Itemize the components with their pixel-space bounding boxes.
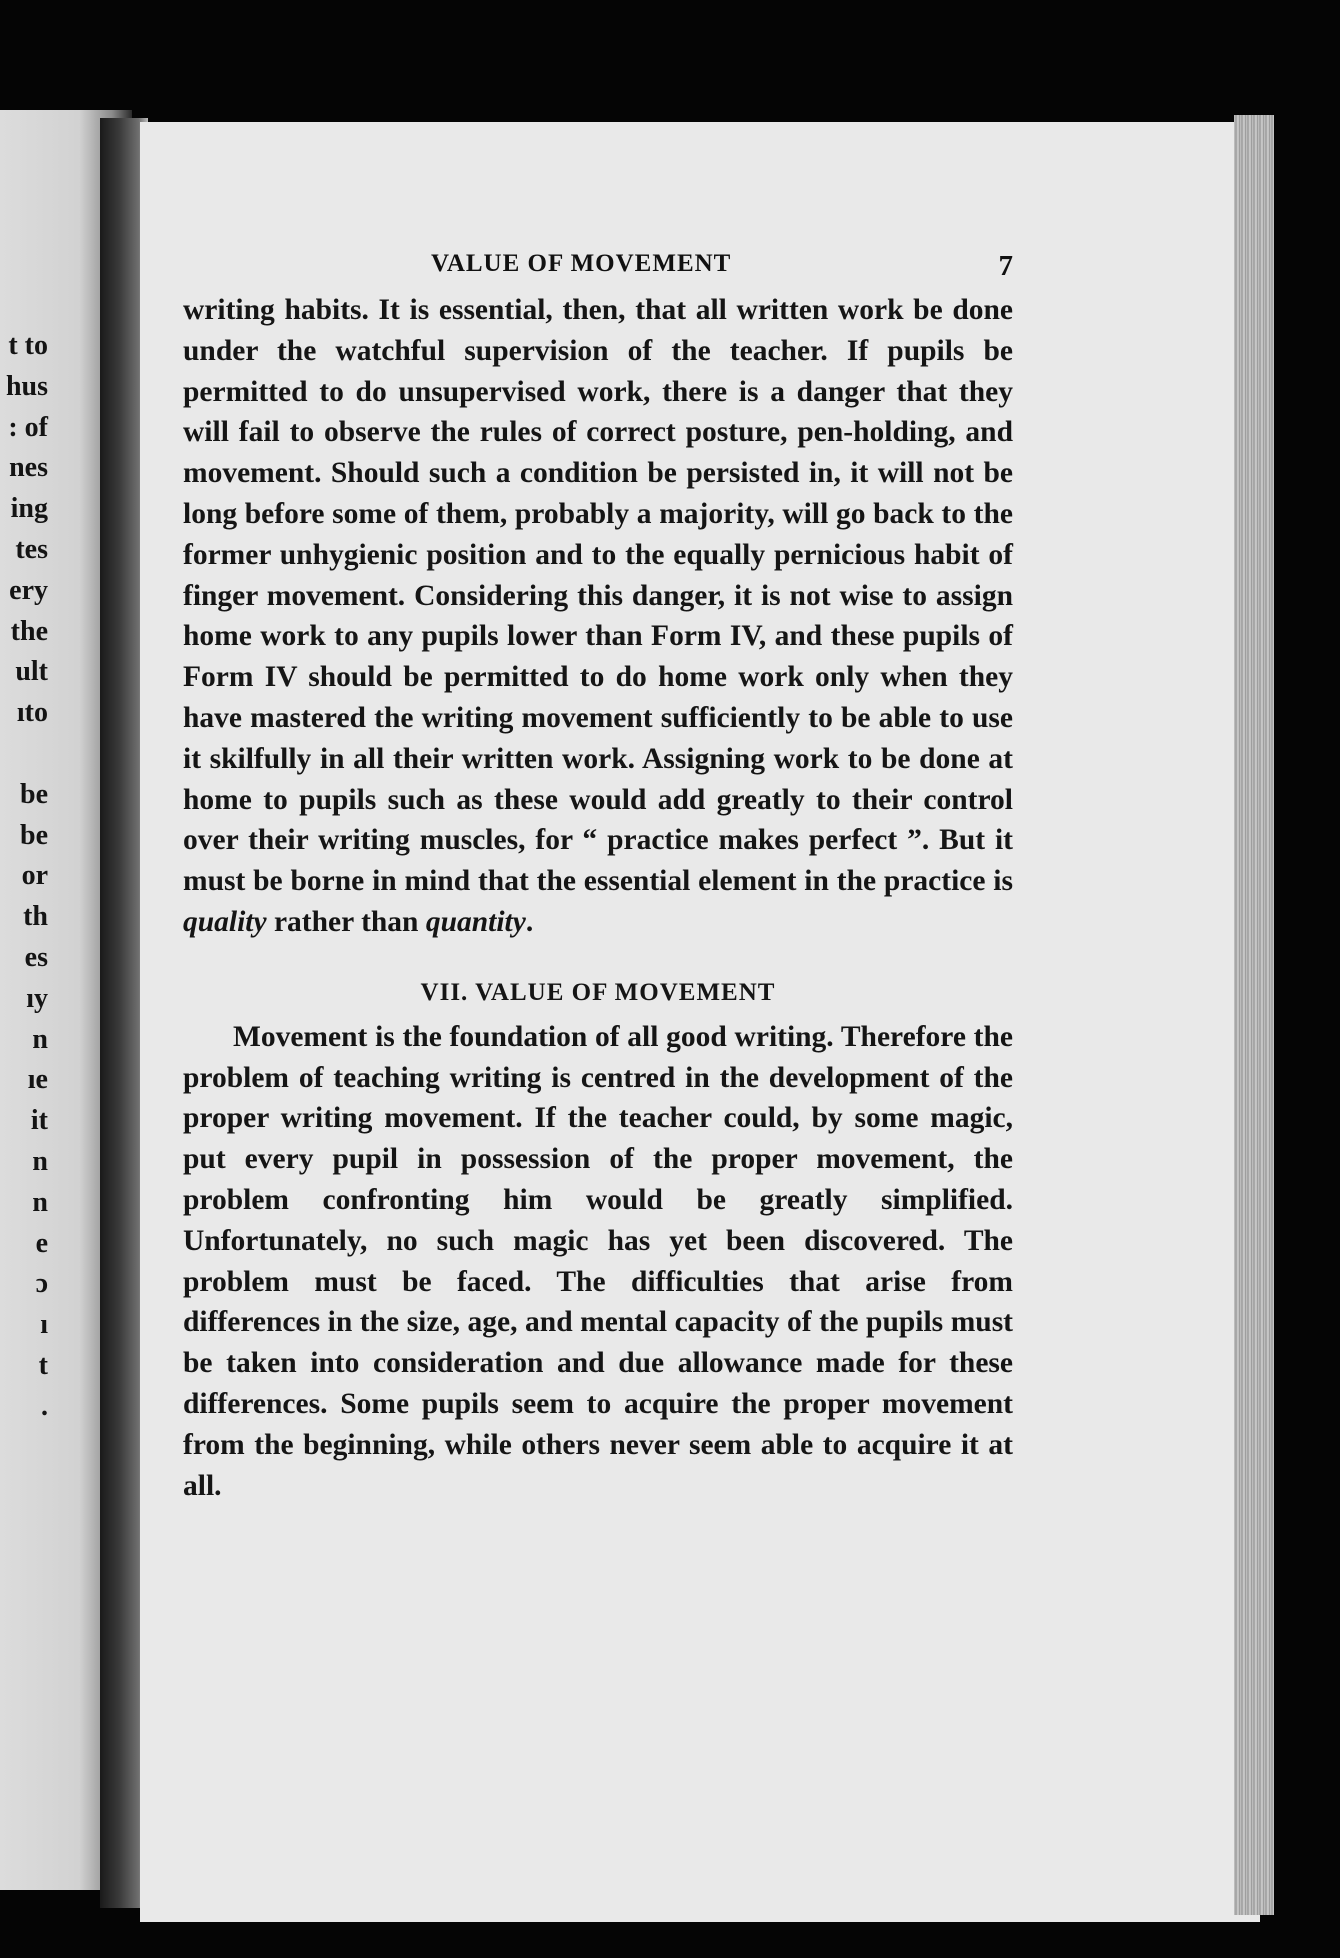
running-head xyxy=(183,250,1013,290)
running-title: VALUE OF MOVEMENT xyxy=(431,250,732,277)
left-page-fragment: es xyxy=(24,942,48,973)
left-page-fragment: ery xyxy=(9,574,48,606)
left-page-fragment: ıe xyxy=(27,1064,48,1096)
left-page-fragment: ing xyxy=(10,493,48,525)
paragraph-text: . xyxy=(525,905,534,938)
left-page-fragment: : of xyxy=(8,411,48,443)
paragraph-text: writing habits. It is essential, then, that all written work be done under the watchful supervision of the teacher. If pupils be permitted to do unsupervised work, there is a danger that they will fail to observe the rules of correct posture, pen-holding, and movement. Should such a condition be persisted in, it will not be long before some of them, probably a majority, will go back to the former unhygienic position and to the equally pernicious habit of finger movement. Considering this danger, it is not wise to assign home work to any pupils lower than Form IV, and these pupils of Form IV should be permitted to do home work only when they have mastered the writing movement sufficiently to be able to use it skilfully in all their written work. Assigning work to be done at home to pupils such as these would add greatly to their control over their writing muscles, for “ practice makes perfect ”. But it must be borne in mind that the essential element in the practice is xyxy=(183,294,1013,898)
emphasis-quantity: quantity xyxy=(425,905,526,938)
paragraph-continued xyxy=(183,290,1013,943)
left-page-fragment: ult xyxy=(15,656,48,688)
page-content xyxy=(183,250,1013,1506)
left-page-fragment: t xyxy=(38,1350,48,1381)
left-page-fragment: n xyxy=(32,1023,48,1055)
left-page-fragment: hus xyxy=(5,370,48,402)
section-heading: VII. VALUE OF MOVEMENT xyxy=(420,978,776,1006)
left-page-fragment: be xyxy=(20,778,48,810)
left-page-fragment: n xyxy=(32,1146,48,1177)
left-page-fragment: ı xyxy=(40,1309,48,1341)
left-page-fragment: . xyxy=(41,1390,48,1422)
emphasis-quality: quality xyxy=(183,905,267,938)
left-page-fragment: th xyxy=(23,901,48,933)
left-page-fragment: ıto xyxy=(16,697,48,729)
left-page-fragment: t to xyxy=(8,330,48,361)
page-number: 7 xyxy=(998,250,1013,282)
left-page-fragment: ɔ xyxy=(35,1268,48,1300)
left-page-fragment: n xyxy=(32,1186,48,1218)
left-page-fragment: ıy xyxy=(26,982,48,1014)
section-paragraph: Movement is the foundation of all good writing. Therefore the problem of teaching writing is centred in the development of the proper writing movement. If the teacher could, by some magic, put every pupil in possession of the proper movement, the problem confronting him would be greatly simplified. Unfortunately, no such magic has yet been discovered. The problem must be faced. The difficulties that arise from differences in the size, age, and mental capacity of the pupils must be taken into consideration and due allowance made for these differences. Some pupils seem to acquire the proper movement from the beginning, while others never seem able to acquire it at all. xyxy=(183,1020,1013,1502)
left-page-fragment: e xyxy=(35,1227,48,1259)
left-page-fragment: nes xyxy=(9,452,48,484)
left-page-fragment: it xyxy=(30,1105,48,1137)
left-page-fragment: be xyxy=(20,819,48,851)
left-page-fragment: tes xyxy=(15,534,48,565)
left-page-fragment: or xyxy=(21,860,48,892)
page-edges xyxy=(1234,115,1274,1915)
left-page-fragment: the xyxy=(10,615,48,647)
paragraph-text: rather than xyxy=(266,905,426,938)
